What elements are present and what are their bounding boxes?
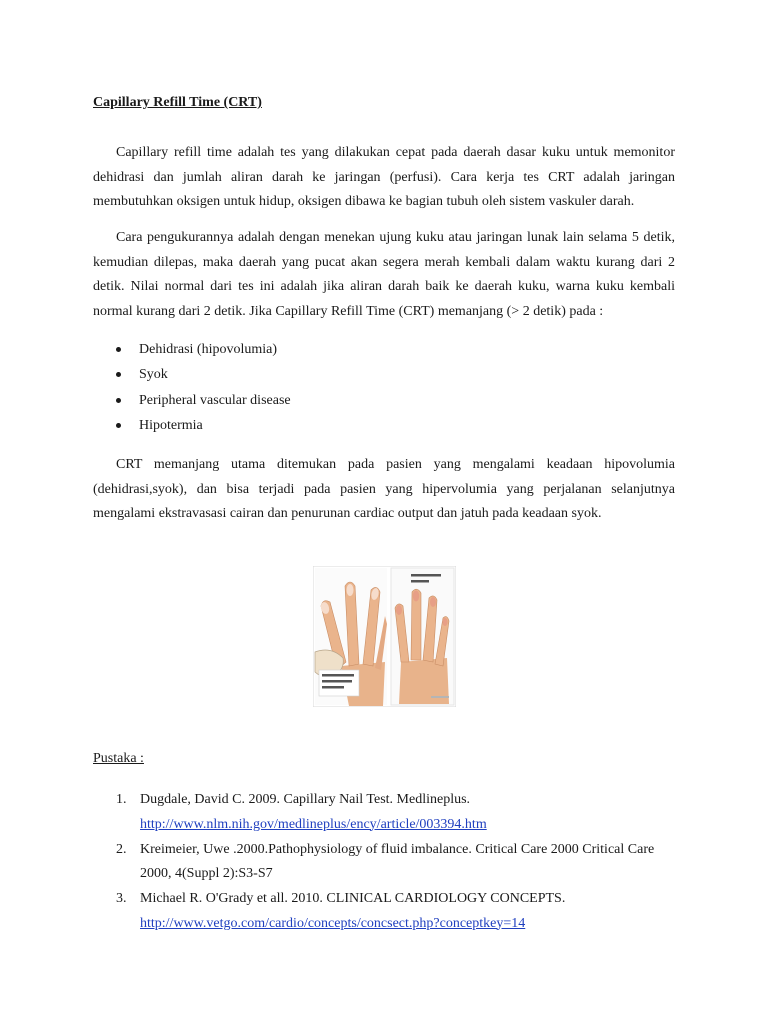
- bullet-icon: [116, 423, 121, 428]
- condition-label: Peripheral vascular disease: [139, 392, 291, 408]
- list-item: [116, 416, 291, 441]
- condition-label: Syok: [139, 367, 168, 383]
- list-item: [116, 340, 291, 365]
- reference-number: 3.: [116, 891, 127, 906]
- reference-number: 1.: [116, 792, 127, 807]
- paragraph-measurement: Cara pengukurannya adalah dengan menekan ujung kuku atau jaringan lunak lain selama 5 detik, kemudian dilepas, maka daerah yang pucat akan segera merah kembali dalam waktu kurang dari 2 detik. Nilai normal dari tes ini adalah jika aliran darah baik ke daerah kuku, warna kuku kembali normal kurang dari 2 detik. Jika Capillary Refill Time (CRT) memanjang (> 2 detik) pada :: [93, 230, 675, 319]
- page-title: Capillary Refill Time (CRT): [93, 95, 262, 110]
- bullet-icon: [116, 347, 121, 352]
- bullet-icon: [116, 398, 121, 403]
- reference-text: Michael R. O'Grady et all. 2010. CLINICAL CARDIOLOGY CONCEPTS.: [140, 891, 566, 906]
- bullet-icon: [116, 372, 121, 377]
- list-item: [116, 365, 291, 390]
- condition-label: Dehidrasi (hipovolumia): [139, 342, 278, 357]
- references-heading: Pustaka :: [93, 751, 144, 766]
- list-item: [116, 391, 291, 416]
- reference-item: [116, 887, 676, 936]
- references-list: [116, 788, 676, 937]
- reference-text: Dugdale, David C. 2009. Capillary Nail Test. Medlineplus.: [140, 792, 471, 807]
- reference-number: 2.: [116, 841, 127, 857]
- paragraph-definition: Capillary refill time adalah tes yang dilakukan cepat pada daerah dasar kuku untuk memonitor dehidrasi dan jumlah aliran darah ke jaringan (perfusi). Cara kerja tes CRT adalah jaringan membutuhkan oksigen untuk hidup, oksigen dibawa ke bagian tubuh oleh sistem vaskuler darah.: [93, 145, 675, 209]
- reference-link[interactable]: http://www.nlm.nih.gov/medlineplus/ency/article/003394.htm: [140, 816, 487, 832]
- paragraph-conclusion: CRT memanjang utama ditemukan pada pasien yang mengalami keadaan hipovolumia (dehidrasi,syok), dan bisa terjadi pada pasien yang hipervolumia yang perjalanan selanjutnya mengalami ekstravasasi cairan dan penurunan cardiac output dan jatuh pada keadaan syok.: [93, 457, 675, 521]
- condition-label: Hipotermia: [139, 417, 203, 433]
- reference-item: [116, 788, 676, 837]
- reference-text: Kreimeier, Uwe .2000.Pathophysiology of fluid imbalance. Critical Care 2000 Critical Care 2000, 4(Suppl 2):S3-S7: [140, 841, 655, 881]
- conditions-list: [116, 340, 291, 441]
- reference-item: [116, 838, 676, 887]
- reference-link[interactable]: http://www.vetgo.com/cardio/concepts/concsect.php?conceptkey=14: [140, 915, 526, 931]
- nail-refill-illustration: [313, 566, 456, 707]
